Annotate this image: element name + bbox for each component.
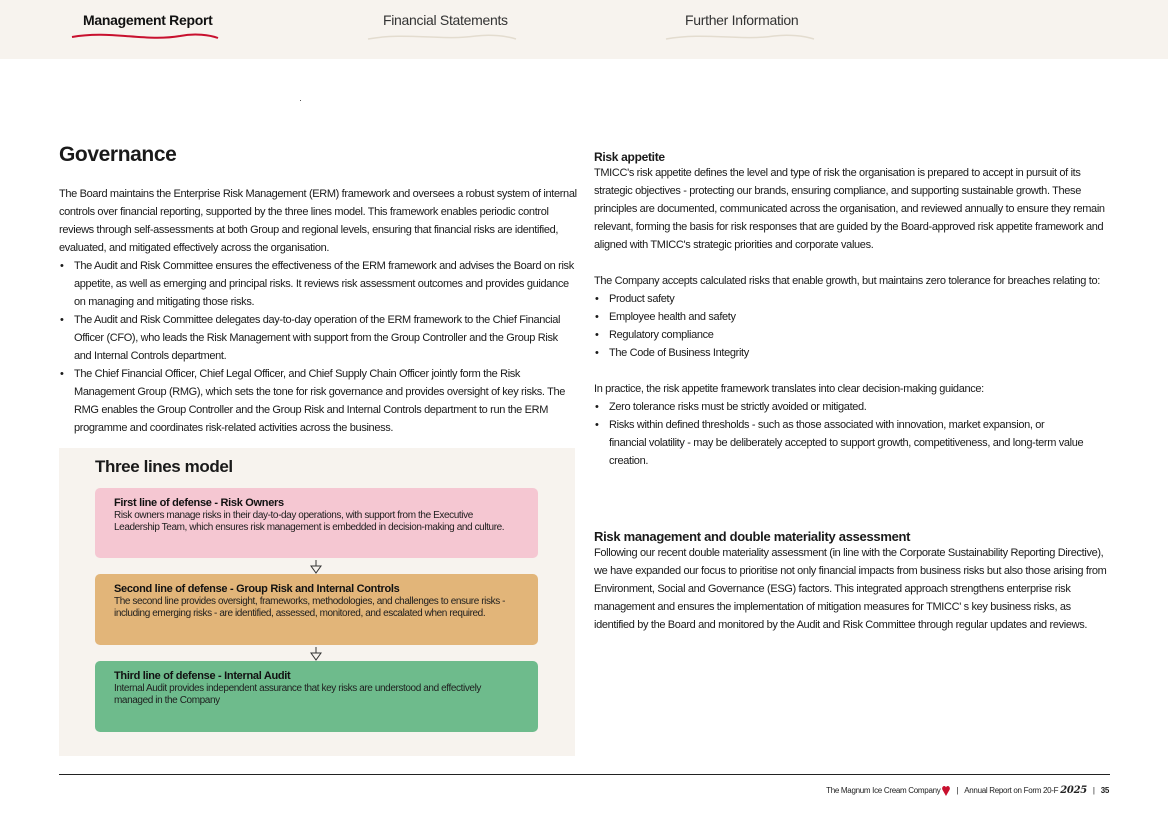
footer	[826, 785, 1109, 796]
down-arrow-icon	[310, 560, 322, 574]
tab-financial-statements[interactable]: Financial Statements	[383, 12, 508, 28]
governance-intro: The Board maintains the Enterprise Risk Management (ERM) framework and oversees a robust system of internal controls over financial reporting, supported by the three lines model. This framework enables periodic control reviews through self-assessments at both Group and regional levels, ensuring that financial risks are identified, evaluated, and mitigated effectively across the organisation.	[59, 188, 577, 254]
second-line-title: Second line of defense - Group Risk and Internal Controls	[114, 583, 400, 595]
three-lines-model-title: Three lines model	[95, 457, 233, 476]
guidance-intro: In practice, the risk appetite framework translates into clear decision-making guidance:	[594, 383, 984, 395]
first-line-description: Risk owners manage risks in their day-to-day operations, with support from the Executive Leadership Team, which ensures risk management is embedded in decision-making and culture.	[114, 510, 505, 533]
materiality-heading: Risk management and double materiality assessment	[594, 529, 911, 544]
footer-separator: |	[956, 786, 959, 795]
footer-year: 2025	[1060, 785, 1087, 796]
top-navigation	[0, 0, 1168, 59]
list-item: • The Code of Business Integrity	[594, 344, 1114, 362]
tab-active-underline	[70, 28, 220, 44]
page-number: 35	[1100, 786, 1109, 795]
down-arrow-icon	[310, 647, 322, 661]
materiality-paragraph: Following our recent double materiality assessment (in line with the Corporate Sustainability Reporting Directive), we have expanded our focus to prioritise not only financial impacts from business risks but also those arising from Environment, Social and Governance (ESG) factors. This integrated approach strengthens enterprise risk management and ensures the implementation of mitigation measures for TMICC' s key business risks, as identified by the Board and monitored by the Audit and Risk Committee through regular updates and reviews.	[594, 547, 1107, 631]
materiality-section	[594, 529, 1112, 634]
risk-appetite-paragraph: TMICC's risk appetite defines the level and type of risk the organisation is prepared to accept in pursuit of its strategic objectives - protecting our brands, ensuring compliance, and supporting sustainable growth. These principles are documented, communicated across the organisation, and reviewed annually to ensure they remain relevant, forming the basis for risk responses that are guided by the Board-approved risk appetite framework and aligned with TMICC's strategic priorities and corporate values.	[594, 167, 1105, 251]
page-title: Governance	[59, 143, 177, 166]
brand-heart-icon	[942, 786, 950, 796]
risk-appetite-heading: Risk appetite	[594, 150, 665, 164]
zero-tolerance-list	[594, 290, 1114, 362]
third-line-description: Internal Audit provides independent assurance that key risks are understood and effectively managed in the Company	[114, 683, 481, 706]
list-item: • Product safety	[594, 290, 1114, 308]
governance-section	[59, 185, 577, 437]
second-line-description: The second line provides oversight, frameworks, methodologies, and challenges to ensure risks - including emerging risks - are identified, assessed, monitored, and escalated when required.	[114, 596, 506, 619]
third-line-title: Third line of defense - Internal Audit	[114, 670, 291, 682]
second-line-card	[95, 574, 538, 645]
footer-separator: |	[1092, 786, 1095, 795]
zero-tolerance-intro: The Company accepts calculated risks that enable growth, but maintains zero tolerance for breaches relating to:	[594, 275, 1100, 287]
list-item: • The Audit and Risk Committee ensures the effectiveness of the ERM framework and advises the Board on risk appetite, as well as emerging and principal risks. It reviews risk assessment outcomes and provides guidance on managing and mitigating those risks.	[59, 257, 577, 311]
footer-company: The Magnum Ice Cream Company	[826, 786, 941, 795]
risk-appetite-section	[594, 150, 1114, 470]
stray-dot	[300, 100, 301, 101]
footer-report: Annual Report on Form 20-F	[964, 786, 1059, 795]
tab-underline-decoration	[664, 28, 816, 44]
third-line-card	[95, 661, 538, 732]
tab-management-report[interactable]: Management Report	[83, 12, 213, 28]
list-item: • The Chief Financial Officer, Chief Legal Officer, and Chief Supply Chain Officer jointly form the Risk Management Group (RMG), which sets the tone for risk governance and provides oversight of key risks. The RMG enables the Group Controller and the Group Risk and Internal Controls department to run the ERM programme and coordinates risk-related activities across the business.	[59, 365, 577, 437]
tab-underline-decoration	[366, 28, 518, 44]
guidance-list	[594, 398, 1084, 470]
list-item: • Regulatory compliance	[594, 326, 1114, 344]
list-item: • Employee health and safety	[594, 308, 1114, 326]
first-line-title: First line of defense - Risk Owners	[114, 497, 284, 509]
list-item: • Risks within defined thresholds - such as those associated with innovation, market expansion, or financial volatility - may be deliberately accepted to support growth, competitiveness, and long-term value creation.	[594, 416, 1084, 470]
first-line-card	[95, 488, 538, 558]
governance-bullet-list	[59, 257, 577, 437]
list-item: • Zero tolerance risks must be strictly avoided or mitigated.	[594, 398, 1084, 416]
list-item: • The Audit and Risk Committee delegates day-to-day operation of the ERM framework to the Chief Financial Officer (CFO), who leads the Risk Management with support from the Group Controller and the Group Risk and Internal Controls department.	[59, 311, 577, 365]
tab-further-information[interactable]: Further Information	[685, 12, 799, 28]
footer-divider	[59, 774, 1110, 775]
